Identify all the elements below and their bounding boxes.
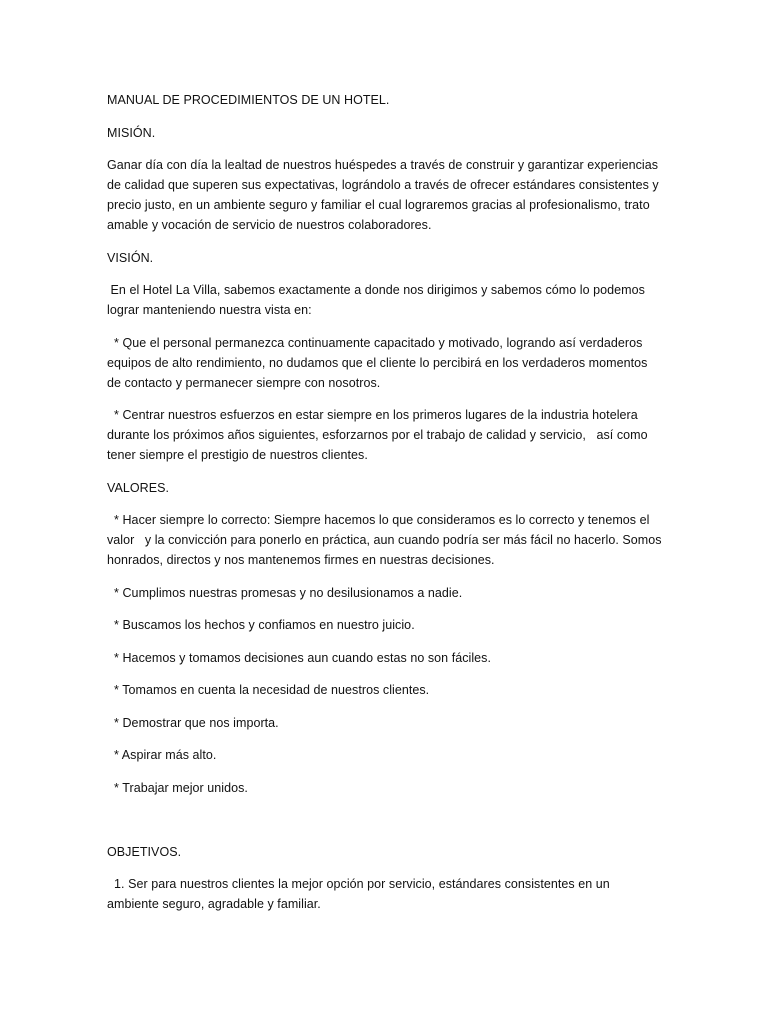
valores-item: * Buscamos los hechos y confiamos en nuestro juicio.	[107, 618, 415, 632]
vision-item: * Que el personal permanezca continuamente capacitado y motivado, logrando así verdaderos equipos de alto rendimiento, no dudamos que el cliente lo percibirá en los verdaderos momentos de contacto y permanecer siempre con nosotros.	[107, 335, 651, 390]
valores-item: * Hacer siempre lo correcto: Siempre hacemos lo que consideramos es lo correcto y tenemos el valor y la convicción para ponerlo en práctica, aun cuando podría ser más fácil no hacerlo. Somos honrados, directos y nos mantenemos firmes en nuestras decisiones.	[107, 513, 666, 567]
valores-item: * Hacemos y tomamos decisiones aun cuando estas no son fáciles.	[107, 650, 492, 665]
valores-item: * Tomamos en cuenta la necesidad de nuestros clientes.	[107, 683, 430, 697]
objetivos-heading: OBJETIVOS.	[107, 844, 182, 859]
valores-item: * Demostrar que nos importa.	[107, 715, 279, 730]
mision-heading: MISIÓN.	[107, 125, 156, 140]
valores-item: * Aspirar más alto.	[107, 748, 217, 762]
vision-intro: En el Hotel La Villa, sabemos exactamente a donde nos dirigimos y sabemos cómo lo podemos lograr manteniendo nuestra vista en:	[107, 283, 649, 317]
document-title: MANUAL DE PROCEDIMIENTOS DE UN HOTEL.	[107, 93, 390, 107]
vision-heading: VISIÓN.	[107, 250, 154, 265]
objetivos-item: 1. Ser para nuestros clientes la mejor opción por servicio, estándares consistentes en un ambiente seguro, agradable y familiar.	[107, 877, 614, 911]
vision-item: * Centrar nuestros esfuerzos en estar siempre en los primeros lugares de la industria hotelera durante los próximos años siguientes, esforzarnos por el trabajo de calidad y servicio, así como tener siempre el prestigio de nuestros clientes.	[107, 408, 652, 462]
valores-heading: VALORES.	[107, 480, 169, 495]
document-page	[107, 90, 666, 927]
mision-text: Ganar día con día la lealtad de nuestros huéspedes a través de construir y garantizar experiencias de calidad que superen sus expectativas, lográndolo a través de ofrecer estándares consistentes y precio justo, en un ambiente seguro y familiar el cual lograremos gracias al profesionalismo, trato amable y vocación de servicio de nuestros colaboradores.	[107, 158, 663, 232]
valores-item: * Trabajar mejor unidos.	[107, 780, 248, 795]
valores-item: * Cumplimos nuestras promesas y no desilusionamos a nadie.	[107, 585, 463, 600]
